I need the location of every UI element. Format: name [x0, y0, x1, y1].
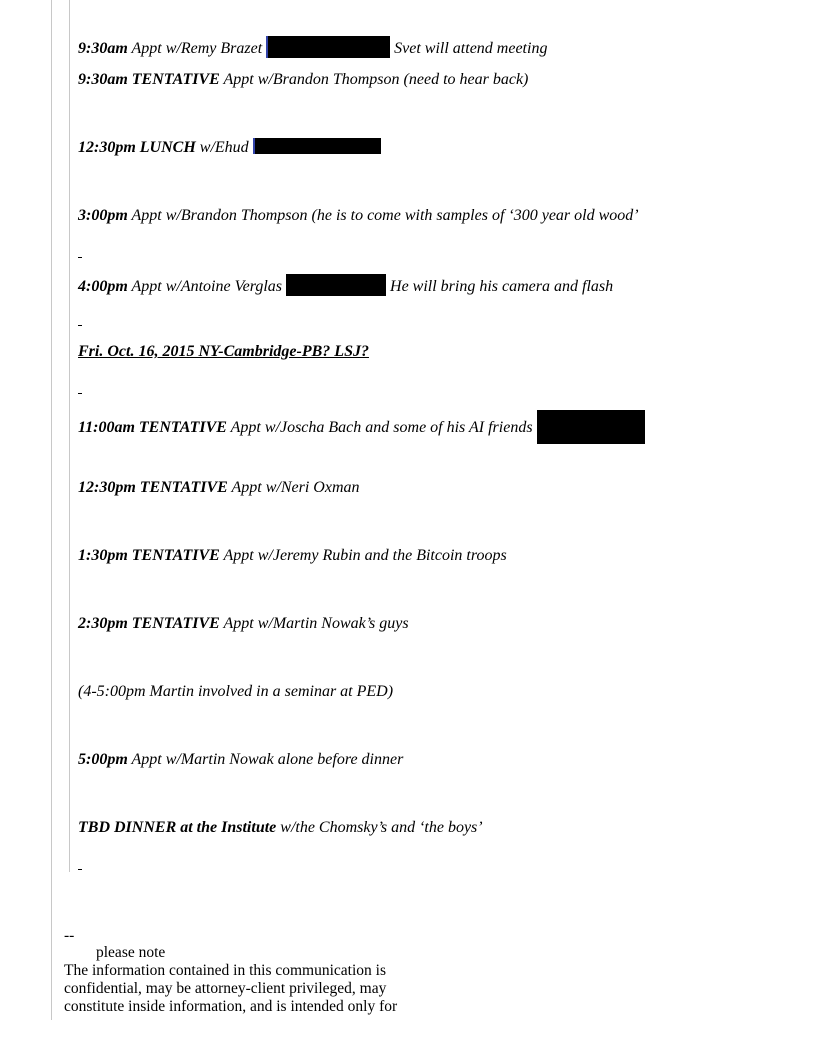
dash-marker: [78, 325, 82, 326]
entry-time: 9:30am: [78, 40, 128, 57]
footer-note: please note: [96, 944, 166, 961]
quote-rule: [69, 0, 70, 872]
date-heading: Fri. Oct. 16, 2015 NY-Cambridge-PB? LSJ?: [78, 343, 369, 360]
schedule-entry: [78, 614, 409, 634]
redaction-block: [537, 410, 645, 444]
disclaimer-line: The information contained in this communication is: [64, 962, 386, 979]
dash-marker: [78, 393, 82, 394]
schedule-entry: [78, 36, 547, 59]
signature-separator: --: [64, 927, 75, 944]
entry-text: w/the Chomsky’s and ‘the boys’: [280, 819, 483, 836]
schedule-entry: [78, 274, 613, 297]
schedule-entry: [78, 206, 639, 226]
entry-text: Appt w/Martin Nowak alone before dinner: [131, 751, 404, 768]
entry-text: Appt w/Antoine Verglas: [131, 278, 283, 295]
entry-time: 4:00pm: [78, 278, 128, 295]
entry-text: Appt w/Martin Nowak’s guys: [223, 615, 409, 632]
redaction-block: [253, 138, 381, 154]
dash-marker: [78, 869, 82, 870]
left-margin-rule: [51, 0, 52, 1020]
entry-text: Appt w/Joscha Bach and some of his AI friends: [230, 419, 533, 436]
entry-time: 12:30pm LUNCH: [78, 139, 196, 156]
disclaimer-line: constitute inside information, and is intended only for: [64, 998, 398, 1015]
entry-time: 11:00am TENTATIVE: [78, 419, 227, 436]
schedule-entry: [78, 682, 393, 702]
entry-time: 1:30pm TENTATIVE: [78, 547, 220, 564]
redaction-block: [286, 274, 386, 296]
entry-text-after: Svet will attend meeting: [394, 40, 548, 57]
entry-time: 2:30pm TENTATIVE: [78, 615, 220, 632]
schedule-entry: [78, 478, 360, 498]
entry-text: Appt w/Remy Brazet: [131, 40, 263, 57]
schedule-entry: [78, 410, 645, 444]
schedule-entry: [78, 138, 381, 158]
redaction-block: [266, 36, 390, 58]
entry-time: 12:30pm TENTATIVE: [78, 479, 228, 496]
schedule-entry: [78, 750, 403, 770]
entry-time: TBD DINNER at the Institute: [78, 819, 277, 836]
entry-time: 9:30am TENTATIVE: [78, 71, 220, 88]
entry-text: Appt w/Jeremy Rubin and the Bitcoin troops: [223, 547, 507, 564]
entry-time: 5:00pm: [78, 751, 128, 768]
dash-marker: [78, 257, 82, 258]
entry-text: w/Ehud: [199, 139, 249, 156]
disclaimer-line: confidential, may be attorney-client privileged, may: [64, 980, 387, 997]
entry-time: 3:00pm: [78, 207, 128, 224]
schedule-entry: [78, 70, 528, 90]
schedule-entry: [78, 818, 483, 838]
entry-text: Appt w/Brandon Thompson (need to hear back): [223, 71, 529, 88]
schedule-entry: [78, 546, 507, 566]
entry-text: Appt w/Brandon Thompson (he is to come with samples of ‘300 year old wood’: [131, 207, 639, 224]
entry-text: (4-5:00pm Martin involved in a seminar at PED): [78, 683, 394, 700]
entry-text: Appt w/Neri Oxman: [231, 479, 360, 496]
entry-text-after: He will bring his camera and flash: [390, 278, 614, 295]
